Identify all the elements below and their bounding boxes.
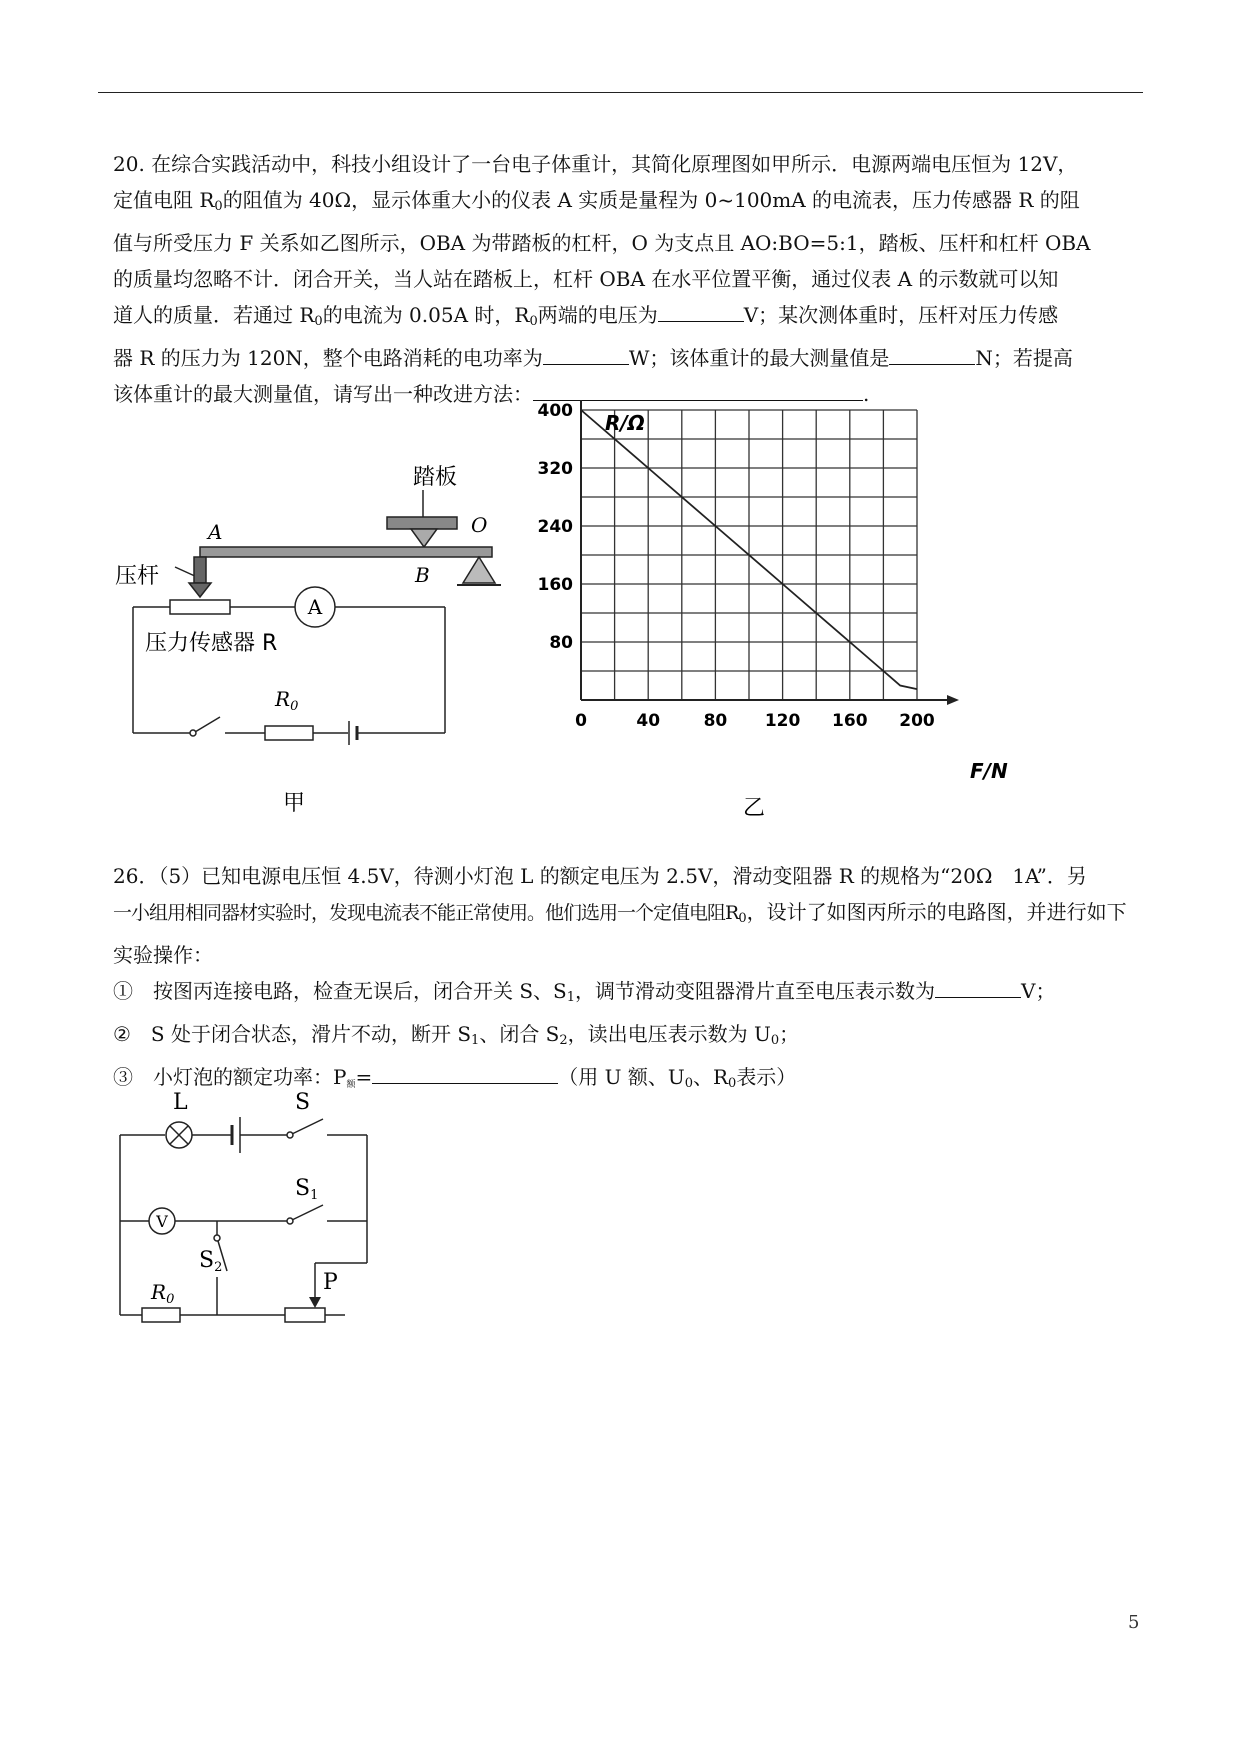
switch-pivot <box>214 1235 220 1241</box>
voltmeter-label: V <box>156 1212 168 1231</box>
page-number: 5 <box>1128 1612 1140 1633</box>
q20-line-4: 的质量均忽略不计．闭合开关，当人站在踏板上，杠杆 OBA 在水平位置平衡，通过仪表 A 的示数就可以知 <box>113 267 1059 291</box>
q26-step-1: ① 按图丙连接电路，检查无误后，闭合开关 S、$S_1$，调节滑动变阻器滑片直至电压表示数为 V； <box>113 979 1056 1005</box>
x-tick-label: 80 <box>703 711 728 731</box>
q20-line-6: 器 R 的压力为 120N，整个电路消耗的电功率为 W；该体重计的最大测量值是 N；若提高 <box>113 346 1073 370</box>
y-tick-label: 240 <box>537 517 573 537</box>
switch-pivot <box>287 1218 293 1224</box>
q26-step-3: ③ 小灯泡的额定功率：P额= （用 U 额、$U_0$、$R_0$表示） <box>113 1065 797 1091</box>
answer-blank-max-weight[interactable] <box>889 363 975 365</box>
press-rod-tip <box>189 583 211 597</box>
r0-label: $R_0$ <box>151 1280 175 1307</box>
press-rod <box>194 557 206 583</box>
y-axis-label: R/Ω <box>605 411 645 435</box>
x-tick-label: 120 <box>764 711 801 731</box>
y-tick-label: 400 <box>537 401 573 421</box>
answer-blank-power[interactable] <box>543 363 629 365</box>
q20-line-1: 20. 在综合实践活动中，科技小组设计了一台电子体重计，其简化原理图如甲所示．电源两端电压恒为 12V， <box>113 152 1078 176</box>
question-20 <box>113 146 1133 412</box>
lamp-label: L <box>173 1090 188 1115</box>
x-axis-label: F/N <box>970 759 1008 783</box>
q26-step-2: ② S 处于闭合状态，滑片不动，断开 $S_1$、闭合 $S_2$，读出电压表示数为 $U_0$； <box>113 1022 800 1048</box>
pressure-sensor <box>170 600 230 614</box>
header-rule <box>98 92 1143 93</box>
figure-bing-circuit <box>105 1085 405 1335</box>
switch-s2-label: S2 <box>199 1248 223 1275</box>
switch-s1-icon[interactable] <box>292 1205 323 1220</box>
switch-pivot <box>287 1132 293 1138</box>
q26-line-3: 实验操作： <box>113 943 213 967</box>
q26-line-2: 一小组用相同器材实验时，发现电流表不能正常使用。他们选用一个定值电阻$R_0$，设计了如图丙所示的电路图，并进行如下 <box>113 900 1127 926</box>
q26-line-1: 26．（5）已知电源电压恒 4.5V，待测小灯泡 L 的额定电压为 2.5V，滑动变阻器 R 的规格为“20Ω 1A”．另 <box>113 864 1087 888</box>
y-tick-label: 160 <box>537 575 573 595</box>
figure-caption-jia: 甲 <box>283 791 306 816</box>
slider-p-arrow[interactable] <box>309 1297 321 1308</box>
x-tick-label: 200 <box>899 711 935 731</box>
q20-line-2: 定值电阻 $R_0$的阻值为 40Ω，显示体重大小的仪表 A 实质是量程为 0~100mA 的电流表，压力传感器 R 的阻 <box>113 188 1080 214</box>
x-tick-label: 160 <box>832 711 868 731</box>
rheostat <box>285 1308 325 1322</box>
x-axis-arrow <box>947 695 959 705</box>
q20-line-7: 该体重计的最大测量值，请写出一种改进方法： . <box>113 382 870 406</box>
switch-s-icon[interactable] <box>292 1119 323 1134</box>
figure-yi-chart <box>535 400 1035 820</box>
x-tick-label: 0 <box>575 711 587 731</box>
r0-label: $R_0$ <box>275 687 299 714</box>
label-o: O <box>471 513 488 537</box>
y-tick-label: 80 <box>549 633 573 653</box>
lever-oba <box>200 547 492 557</box>
pedal-label: 踏板 <box>413 465 458 490</box>
fulcrum <box>463 557 495 583</box>
answer-blank-rated-power[interactable] <box>372 1082 558 1084</box>
press-rod-label: 压杆 <box>115 564 160 589</box>
x-tick-label: 40 <box>636 711 661 731</box>
ammeter-label: A <box>307 595 323 619</box>
question-26 <box>113 858 1133 1103</box>
chart-axes <box>576 400 959 705</box>
slider-p-label: P <box>323 1270 338 1295</box>
switch-s-label: S <box>295 1090 311 1115</box>
q20-line-5: 道人的质量．若通过 $R_0$的电流为 0.05A 时，$R_0$两端的电压为 V；某次测体重时，压杆对压力传感 <box>113 303 1059 329</box>
switch-s1-label: S1 <box>295 1176 319 1203</box>
y-tick-label: 320 <box>537 459 573 479</box>
answer-blank-voltage[interactable] <box>658 320 744 322</box>
figure-jia-circuit <box>105 455 525 825</box>
label-b: B <box>415 563 430 587</box>
chart-ticks <box>538 401 935 731</box>
figure-caption-yi: 乙 <box>743 796 766 820</box>
switch-pivot <box>190 730 196 736</box>
resistor-r0 <box>142 1308 180 1322</box>
label-a: A <box>208 520 223 544</box>
pedal-support <box>411 529 437 547</box>
resistor-r0 <box>265 726 313 740</box>
switch-icon[interactable] <box>195 717 220 732</box>
answer-blank-voltmeter[interactable] <box>935 996 1021 998</box>
q20-line-3: 值与所受压力 F 关系如乙图所示，OBA 为带踏板的杠杆，O 为支点且 AO:BO=5:1，踏板、压杆和杠杆 OBA <box>113 231 1091 255</box>
sensor-label: 压力传感器 R <box>145 631 278 656</box>
pedal <box>387 517 457 529</box>
